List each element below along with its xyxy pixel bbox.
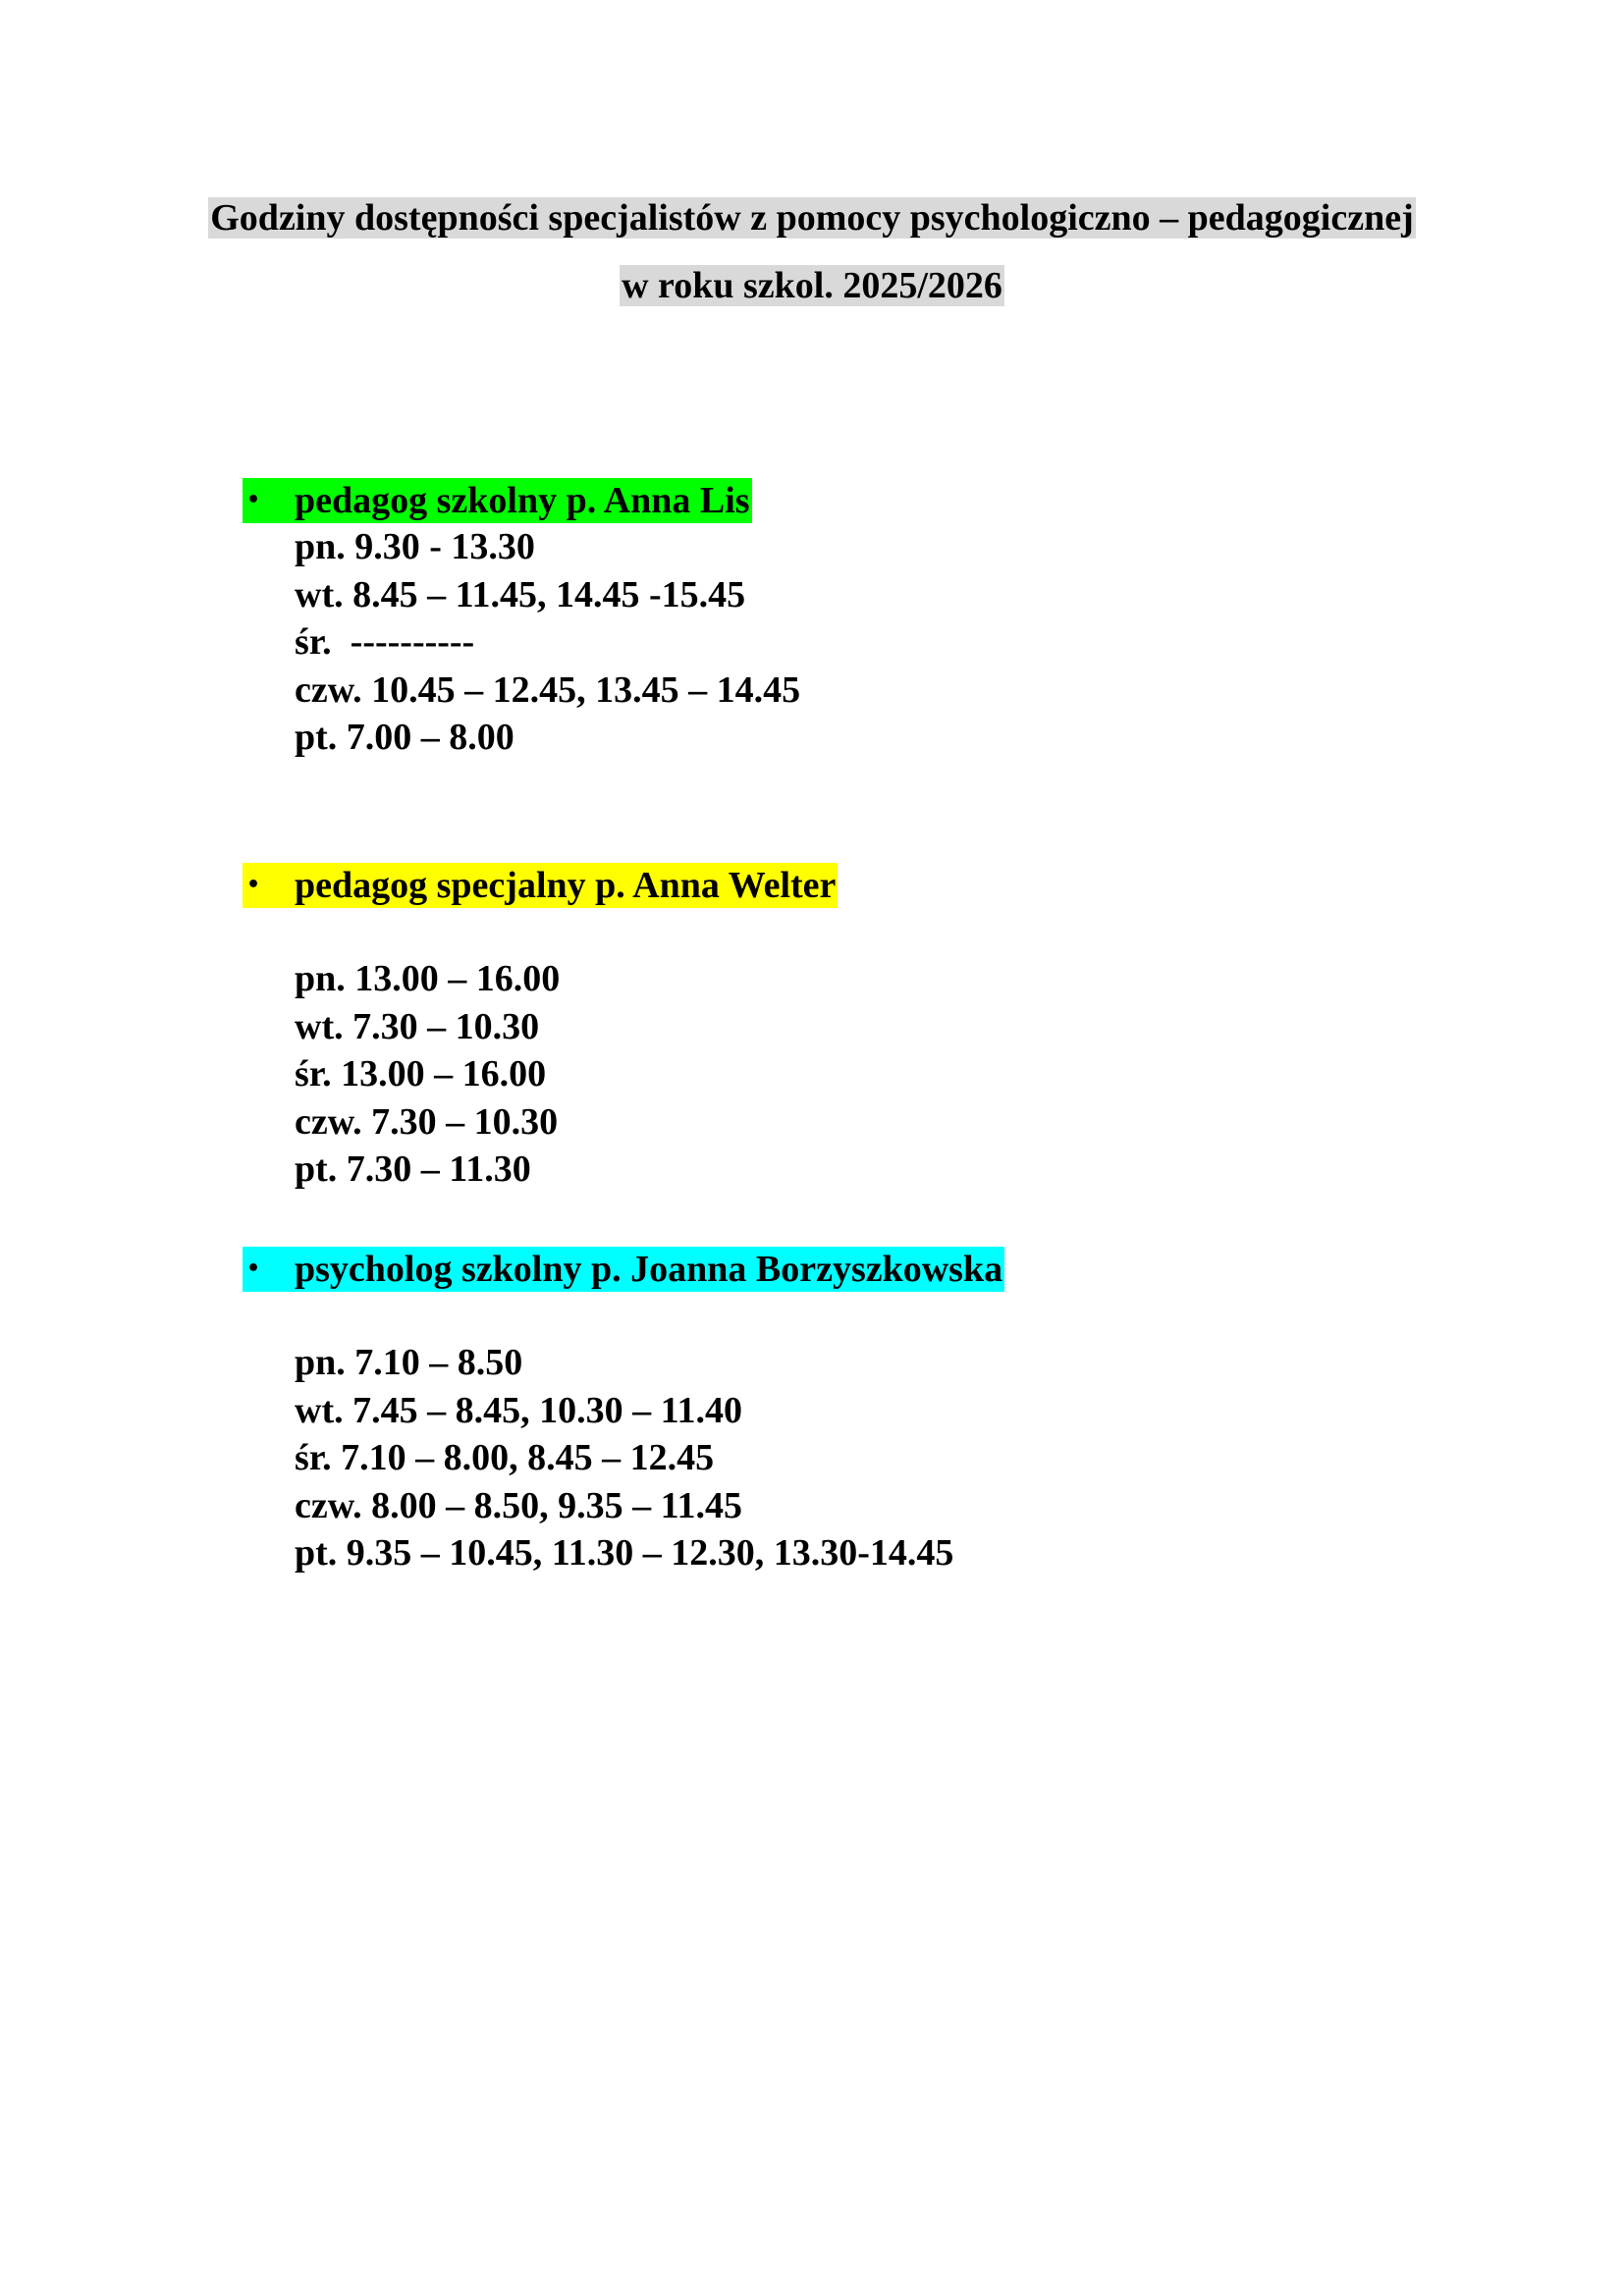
document-title-line-2 [0,259,1624,312]
document-title-line-1 [0,191,1624,244]
bullet-icon: • [246,488,261,512]
specialist-section-school-psychologist [243,1247,1004,1577]
section-heading [243,1247,1004,1292]
hours-line-friday: pt. 7.00 – 8.00 [295,717,514,759]
hours-list [295,1339,1004,1577]
section-heading-text: pedagog szkolny p. Anna Lis [295,480,750,521]
hours-line-tuesday: wt. 8.45 – 11.45, 14.45 -15.45 [295,573,746,615]
hours-line-wednesday: śr. ---------- [295,621,475,664]
hours-line-thursday: czw. 7.30 – 10.30 [295,1100,559,1143]
specialist-section-school-pedagogue [243,478,800,762]
title-text-2: w roku szkol. 2025/2026 [622,265,1002,306]
section-heading [243,863,838,908]
specialist-section-special-pedagogue [243,863,838,1194]
title-text-1: Godziny dostępności specjalistów z pomocy psychologiczno – pedagogicznej [210,197,1414,239]
hours-line-monday: pn. 7.10 – 8.50 [295,1342,523,1383]
hours-line-friday: pt. 7.30 – 11.30 [295,1148,531,1191]
bullet-icon: • [246,1256,261,1281]
section-heading [243,478,752,523]
hours-line-monday: pn. 9.30 - 13.30 [295,526,535,567]
hours-line-wednesday: śr. 13.00 – 16.00 [295,1053,547,1095]
hours-line-friday: pt. 9.35 – 10.45, 11.30 – 12.30, 13.30-14.45 [295,1532,954,1575]
hours-line-wednesday: śr. 7.10 – 8.00, 8.45 – 12.45 [295,1437,715,1479]
hours-line-tuesday: wt. 7.45 – 8.45, 10.30 – 11.40 [295,1389,742,1431]
hours-line-thursday: czw. 10.45 – 12.45, 13.45 – 14.45 [295,668,801,711]
section-heading-text: pedagog specjalny p. Anna Welter [295,865,837,906]
hours-list [295,523,800,762]
hours-line-tuesday: wt. 7.30 – 10.30 [295,1005,540,1047]
bullet-icon: • [246,873,261,897]
hours-line-monday: pn. 13.00 – 16.00 [295,958,561,999]
hours-list [295,955,838,1194]
hours-line-thursday: czw. 8.00 – 8.50, 9.35 – 11.45 [295,1484,742,1526]
section-heading-text: psycholog szkolny p. Joanna Borzyszkowska [295,1249,1003,1290]
